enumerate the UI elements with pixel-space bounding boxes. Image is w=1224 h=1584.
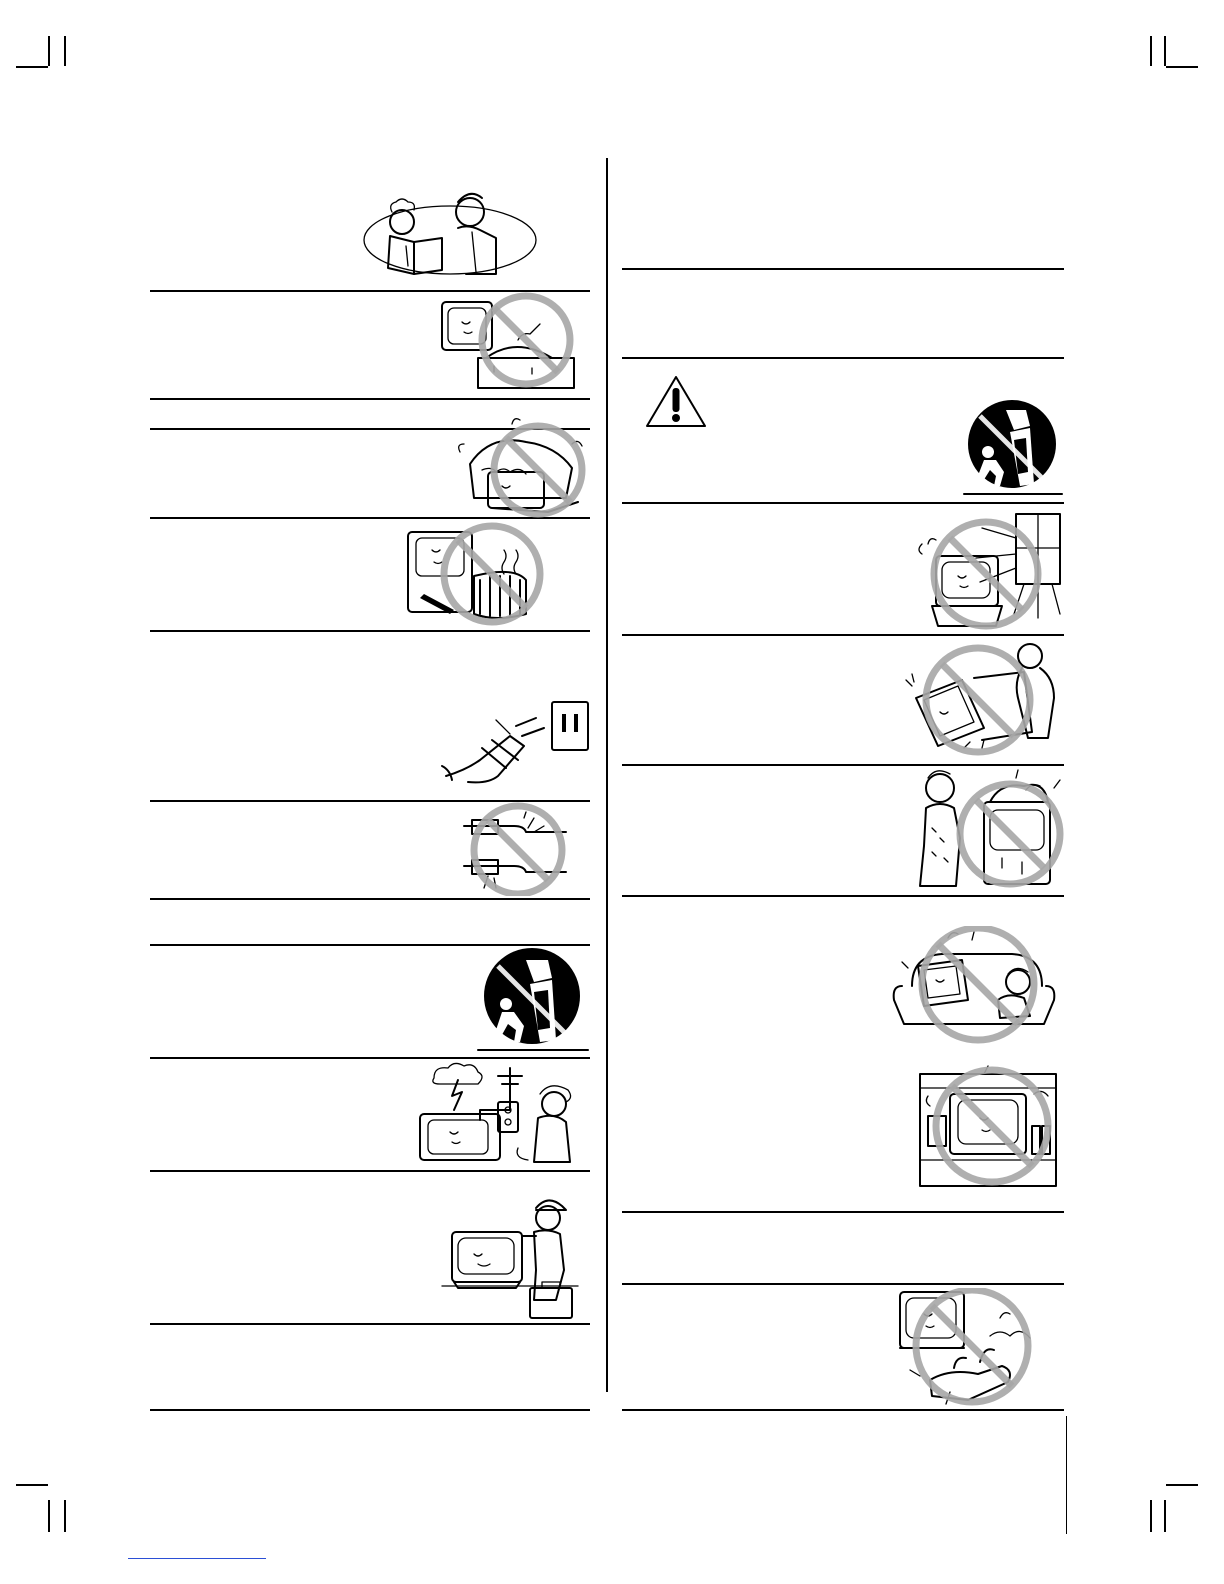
section-rule: [150, 630, 590, 632]
section-rule: [150, 1170, 590, 1172]
section-rule: [622, 895, 1064, 897]
service-technician-icon: [438, 1192, 588, 1320]
section-rule: [622, 634, 1064, 636]
lightning-storm-unplug-icon: [414, 1060, 590, 1168]
tv-falling-unstable-icon: [902, 638, 1062, 760]
section-rule: [150, 898, 590, 900]
damaged-power-cord-icon: [454, 802, 574, 896]
tv-covered-by-cloth-icon: [452, 414, 588, 524]
tv-direct-sunlight-icon: [912, 508, 1064, 630]
caution-triangle-icon: [644, 374, 708, 428]
section-rule: [622, 764, 1064, 766]
objects-on-tv-icon: [916, 768, 1064, 890]
section-rule: [150, 1323, 590, 1325]
section-rule: [622, 1283, 1064, 1285]
cart-tipover-warning-icon: [476, 946, 590, 1056]
section-rule: [622, 357, 1064, 359]
section-rule: [150, 1057, 590, 1059]
page-edge-line: [1066, 1416, 1067, 1534]
overloaded-outlet-icon: [890, 1288, 1040, 1408]
section-rule: [622, 1211, 1064, 1213]
section-rule: [150, 1409, 590, 1411]
family-reading-manual-icon: [362, 182, 538, 282]
link-underline: [128, 1558, 266, 1559]
column-divider: [606, 158, 608, 1392]
section-rule: [622, 502, 1064, 504]
section-rule: [622, 1409, 1064, 1411]
tv-enclosed-cabinet-icon: [914, 1064, 1060, 1192]
polarized-plug-outlet-icon: [436, 696, 592, 792]
section-rule: [150, 398, 590, 400]
tv-near-water-sink-icon: [432, 292, 580, 394]
tv-on-sofa-icon: [888, 926, 1060, 1046]
tv-near-heater-icon: [404, 520, 554, 626]
section-rule: [622, 268, 1064, 270]
cart-tipover-warning-icon: [960, 398, 1064, 498]
